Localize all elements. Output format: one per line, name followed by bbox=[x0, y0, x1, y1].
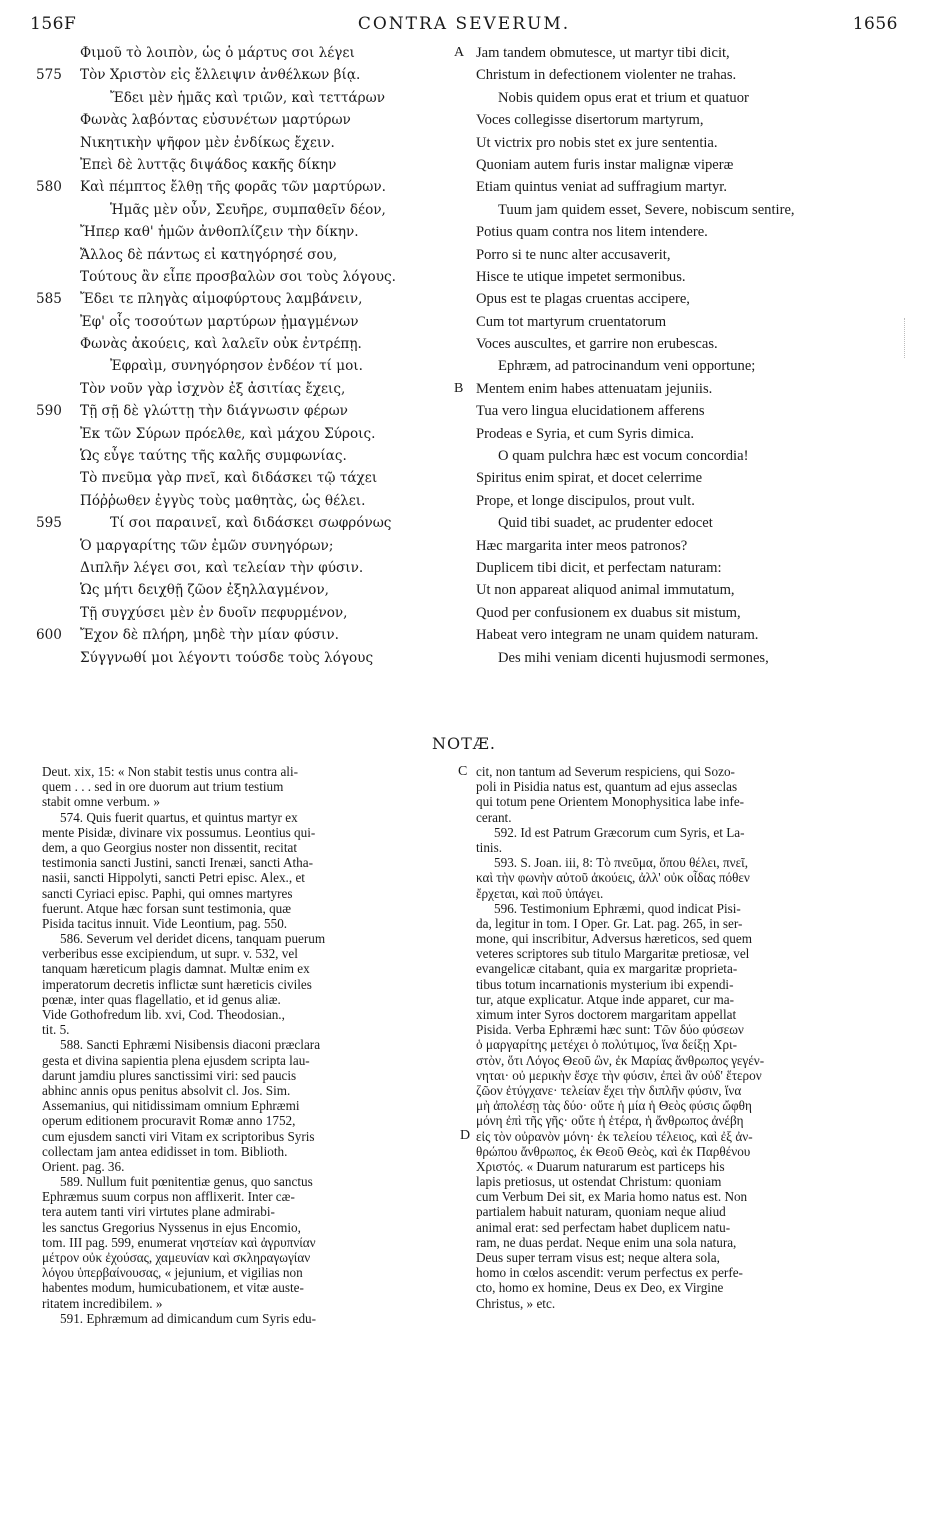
greek-verse-line bbox=[36, 154, 456, 176]
latin-verse-text: Hæc margarita inter meos patronos? bbox=[476, 537, 688, 554]
greek-verse-line bbox=[36, 244, 456, 266]
greek-verse-column bbox=[36, 42, 456, 669]
latin-verse-line bbox=[470, 535, 890, 557]
note-text: 588. Sancti Ephræmi Nisibensis diaconi præclara bbox=[60, 1037, 321, 1053]
note-line bbox=[476, 1083, 884, 1098]
latin-verse-line bbox=[470, 109, 890, 131]
latin-verse-line bbox=[470, 355, 890, 377]
note-text: quem . . . sed in ore duorum aut trium testium bbox=[42, 779, 284, 795]
note-text: Χριστός. « Duarum naturarum est particeps his bbox=[476, 1158, 725, 1174]
greek-verse-text: Τῇ σῇ δὲ γλώττῃ τὴν διάγνωσιν φέρων bbox=[80, 403, 348, 420]
latin-verse-line bbox=[470, 132, 890, 154]
note-line bbox=[42, 1311, 450, 1326]
note-text: cerant. bbox=[476, 809, 512, 825]
note-line bbox=[476, 810, 884, 825]
greek-verse-text: Φωνὰς λαβόντας εὐσυνέτων μαρτύρων bbox=[80, 112, 351, 129]
note-text: Ephræmus suum corpus non afflixerit. Inter cæ- bbox=[42, 1189, 295, 1205]
note-text: ram, ne duas perdat. Neque enim una sola natura, bbox=[476, 1234, 737, 1250]
note-line bbox=[42, 1265, 450, 1280]
latin-verse-text: Ut victrix pro nobis stet ex jure sententia. bbox=[476, 134, 718, 151]
note-text: θρώπου ἄνθρωπος, ἐκ Θεοῦ Θεὸς, καὶ ἐκ Παρθένου bbox=[476, 1143, 751, 1159]
notes-right-column bbox=[476, 764, 884, 1311]
margin-letter: B bbox=[454, 380, 464, 396]
greek-verse-line bbox=[36, 221, 456, 243]
note-line bbox=[476, 870, 884, 885]
note-text: ὁ μαργαρίτης μετέχει ὁ πολύτιμος, ἵνα δείξῃ Χρι- bbox=[476, 1037, 738, 1053]
note-line bbox=[476, 1037, 884, 1052]
greek-verse-text: Τῇ συγχύσει μὲν ἐν δυοῖν πεφυρμένον, bbox=[80, 604, 348, 621]
note-line bbox=[42, 764, 450, 779]
note-line bbox=[476, 779, 884, 794]
note-line bbox=[42, 1144, 450, 1159]
note-line bbox=[42, 1204, 450, 1219]
latin-verse-line bbox=[470, 579, 890, 601]
note-line bbox=[42, 779, 450, 794]
note-line bbox=[42, 1037, 450, 1052]
latin-verse-text: Prope, et longe discipulos, prout vult. bbox=[476, 492, 695, 509]
note-line bbox=[42, 961, 450, 976]
note-text: μέτρον οὐκ ἐχούσας, χαμευνίαν καὶ σκληραγωγίαν bbox=[42, 1250, 311, 1265]
greek-verse-line bbox=[36, 624, 456, 646]
note-text: μὴ ἀπολέσῃ τὰς δύο· οὔτε ἡ μία ἡ Θεὸς φύσις ὤφθη bbox=[476, 1098, 752, 1114]
note-text: dem, a quo Georgius noster non dissentit, recitat bbox=[42, 839, 298, 855]
note-line bbox=[42, 855, 450, 870]
note-text: tibus totum incarnationis mysterium ibi expendi- bbox=[476, 976, 734, 992]
note-line bbox=[476, 840, 884, 855]
note-line bbox=[42, 1053, 450, 1068]
latin-verse-text: Cum tot martyrum cruentatorum bbox=[476, 313, 667, 330]
latin-verse-text: Des mihi veniam dicenti hujusmodi sermones, bbox=[498, 649, 769, 666]
latin-verse-text: Quoniam autem furis instar malignæ viperæ bbox=[476, 156, 734, 173]
note-line bbox=[476, 992, 884, 1007]
margin-letter-d: D bbox=[460, 1128, 471, 1143]
greek-verse-line bbox=[36, 602, 456, 624]
note-text: cum Verbum Dei sit, ex Maria homo natus est. Non bbox=[476, 1189, 748, 1205]
note-text: Pisida tacitus innuit. Vide Leontium, pag. 550. bbox=[42, 915, 288, 931]
latin-verse-line bbox=[470, 64, 890, 86]
note-text: ζῶον ἐτύγχανε· τελείαν ἔχει τὴν διπλῆν φύσιν, ἵνα bbox=[476, 1082, 742, 1098]
note-text: 596. Testimonium Ephræmi, quod indicat Pisi- bbox=[494, 900, 741, 916]
latin-verse-text: Nobis quidem opus erat et trium et quatuor bbox=[498, 89, 749, 106]
note-text: Deut. xix, 15: « Non stabit testis unus contra ali- bbox=[42, 764, 299, 779]
note-text: darunt jamdiu plures sanctissimi viri: sed paucis bbox=[42, 1067, 297, 1083]
greek-verse-text: Ἔχον δὲ πλήρη, μηδὲ τὴν μίαν φύσιν. bbox=[80, 627, 339, 644]
note-text: λόγου ὑπερβαίνουσας, « jejunium, et vigilias non bbox=[42, 1265, 303, 1281]
note-text: tit. 5. bbox=[42, 1022, 70, 1038]
note-line bbox=[42, 901, 450, 916]
note-line bbox=[42, 870, 450, 885]
note-line bbox=[476, 916, 884, 931]
latin-verse-text: O quam pulchra hæc est vocum concordia! bbox=[498, 448, 749, 465]
note-line bbox=[476, 1113, 884, 1128]
greek-verse-line bbox=[36, 42, 456, 64]
greek-verse-line bbox=[36, 266, 456, 288]
note-text: sancti Cyriaci episc. Paphi, qui omnes martyres bbox=[42, 885, 293, 901]
greek-verse-line bbox=[36, 176, 456, 198]
note-text: cum ejusdem sancti viri Vitam ex scriptoribus Syris bbox=[42, 1128, 315, 1144]
note-line bbox=[476, 931, 884, 946]
note-text: 591. Ephræmum ad dimicandum cum Syris edu- bbox=[60, 1310, 317, 1326]
verse-number: 595 bbox=[36, 515, 62, 532]
note-text: mone, qui inscribitur, Adversus hæreticos, sed quem bbox=[476, 931, 753, 947]
note-text: Deus super terram visus est; neque altera sola, bbox=[476, 1250, 720, 1265]
latin-verse-text: Ephræm, ad patrocinandum veni opportune; bbox=[498, 358, 756, 375]
note-line bbox=[42, 1280, 450, 1295]
latin-verse-line bbox=[470, 87, 890, 109]
note-line bbox=[42, 1068, 450, 1083]
latin-verse-text: Quod per confusionem ex duabus sit mistum, bbox=[476, 604, 741, 621]
note-line bbox=[476, 1204, 884, 1219]
latin-verse-line bbox=[470, 602, 890, 624]
note-text: ximum inter Syros doctorem margaritam appellat bbox=[476, 1007, 737, 1022]
greek-verse-text: Τί σοι παραινεῖ, καὶ διδάσκει σωφρόνως bbox=[110, 515, 392, 532]
greek-verse-text: Ἤπερ καθ' ἡμῶν ἀνθοπλίζειν τὴν δίκην. bbox=[80, 224, 359, 241]
greek-verse-line bbox=[36, 557, 456, 579]
note-text: cit, non tantum ad Severum respiciens, qui Sozo- bbox=[476, 764, 735, 779]
note-line bbox=[42, 1098, 450, 1113]
note-text: ἔρχεται, καὶ ποῦ ὑπάγει. bbox=[476, 885, 604, 901]
greek-verse-text: Ὁ μαργαρίτης τῶν ἐμῶν συνηγόρων; bbox=[80, 537, 334, 554]
latin-verse-line bbox=[470, 445, 890, 467]
greek-verse-line bbox=[36, 512, 456, 534]
column-number-right: 1656 bbox=[852, 14, 898, 34]
note-line bbox=[42, 886, 450, 901]
greek-verse-line bbox=[36, 199, 456, 221]
greek-verse-text: Φωνὰς ἀκούεις, καὶ λαλεῖν οὐκ ἐντρέπῃ. bbox=[80, 336, 362, 353]
greek-verse-text: Τὸν νοῦν γὰρ ἰσχνὸν ἐξ ἀσιτίας ἔχεις, bbox=[80, 380, 346, 397]
latin-verse-text: Duplicem tibi dicit, et perfectam naturam: bbox=[476, 559, 722, 576]
note-line bbox=[476, 1296, 884, 1311]
latin-verse-text: Potius quam contra nos litem intendere. bbox=[476, 224, 708, 241]
note-text: εἰς τὸν οὐρανὸν μόνη· ἐκ τελείου τέλειος, καὶ ἐξ ἀν- bbox=[476, 1128, 753, 1144]
note-text: 593. S. Joan. iii, 8: Τὸ πνεῦμα, ὅπου θέλει, πνεῖ, bbox=[494, 855, 749, 871]
note-text: mente Pisidæ, divinare vix possumus. Leontius qui- bbox=[42, 824, 316, 840]
note-text: stabit omne verbum. » bbox=[42, 794, 160, 810]
note-line bbox=[42, 1174, 450, 1189]
note-text: evangelicæ citabant, quia ex margaritæ proprieta- bbox=[476, 961, 738, 977]
greek-verse-text: Καὶ πέμπτος ἔλθῃ τῆς φορᾶς τῶν μαρτύρων. bbox=[80, 179, 386, 196]
latin-verse-text: Etiam quintus veniat ad suffragium martyr. bbox=[476, 179, 728, 196]
latin-verse-line bbox=[454, 42, 890, 64]
note-text: ritatem incredibilem. » bbox=[42, 1295, 163, 1311]
latin-verse-line bbox=[470, 512, 890, 534]
note-text: partialem habuit naturam, quoniam neque aliud bbox=[476, 1204, 726, 1220]
note-text: verberibus esse excipiendum, ut supr. v. 532, vel bbox=[42, 946, 298, 962]
greek-verse-line bbox=[36, 87, 456, 109]
verse-number: 580 bbox=[36, 179, 62, 196]
latin-verse-text: Voces auscultes, et garrire non erubescas. bbox=[476, 336, 718, 353]
latin-verse-line bbox=[470, 199, 890, 221]
greek-verse-line bbox=[36, 467, 456, 489]
note-line bbox=[476, 825, 884, 840]
greek-verse-text: Σύγγνωθί μοι λέγοντι τούσδε τοὺς λόγους bbox=[80, 649, 374, 666]
note-line bbox=[476, 1098, 884, 1113]
latin-verse-line bbox=[470, 176, 890, 198]
greek-verse-text: Ὡς εὖγε ταύτης τῆς καλῆς συμφωνίας. bbox=[80, 448, 347, 465]
note-line bbox=[476, 1022, 884, 1037]
verse-number: 575 bbox=[36, 67, 62, 84]
latin-verse-line bbox=[470, 221, 890, 243]
scan-artifact bbox=[904, 318, 906, 358]
greek-verse-text: Ἐφ' οἷς τοσούτων μαρτύρων ᾐμαγμένων bbox=[80, 313, 359, 330]
note-line bbox=[476, 901, 884, 916]
note-text: collectam jam antea edidisset in tom. Biblioth. bbox=[42, 1143, 288, 1159]
latin-verse-line bbox=[470, 333, 890, 355]
greek-verse-text: Ὡς μήτι δειχθῇ ζῶον ἐξηλλαγμένον, bbox=[80, 582, 329, 599]
latin-verse-text: Quid tibi suadet, ac prudenter edocet bbox=[498, 515, 713, 532]
column-number-left: 156F bbox=[30, 14, 77, 34]
latin-verse-line bbox=[470, 244, 890, 266]
note-text: tom. III pag. 599, enumerat νηστείαν καὶ ἀγρυπνίαν bbox=[42, 1234, 316, 1250]
latin-verse-line bbox=[470, 557, 890, 579]
note-text: tinis. bbox=[476, 839, 503, 855]
note-line bbox=[42, 840, 450, 855]
note-line bbox=[42, 825, 450, 840]
verse-number: 585 bbox=[36, 291, 62, 308]
note-text: homo in cœlos ascendit: verum perfectus ex perfe- bbox=[476, 1265, 743, 1281]
note-line bbox=[42, 1235, 450, 1250]
latin-verse-text: Christum in defectionem violenter ne trahas. bbox=[476, 67, 737, 84]
note-line bbox=[476, 1068, 884, 1083]
note-text: tera autem tanti viri virtutes plane admirabi- bbox=[42, 1204, 275, 1220]
note-text: μόνη ἐπὶ τῆς γῆς· οὔτε ἡ ἑτέρα, ἡ ἄνθρωπος ἀνέβη bbox=[476, 1113, 744, 1129]
note-line bbox=[42, 946, 450, 961]
greek-verse-line bbox=[36, 490, 456, 512]
greek-verse-text: Τούτους ἂν εἶπε προσβαλὼν σοι τοὺς λόγους. bbox=[80, 268, 396, 285]
greek-verse-text: Ἐφραὶμ, συνηγόρησον ἐνδέον τί μοι. bbox=[110, 358, 363, 375]
note-text: poli in Pisidia natus est, quantum ad ejus asseclas bbox=[476, 779, 738, 795]
note-text: Pisida. Verba Ephræmi hæc sunt: Τῶν δύο φύσεων bbox=[476, 1022, 744, 1038]
latin-verse-line bbox=[470, 266, 890, 288]
note-text: testimonia sancti Justini, sancti Irenæi, sancti Atha- bbox=[42, 855, 314, 871]
latin-verse-line bbox=[470, 647, 890, 669]
note-line bbox=[476, 961, 884, 976]
note-line bbox=[476, 1220, 884, 1235]
note-text: operum editionem procuravit Romæ anno 1752, bbox=[42, 1113, 296, 1129]
greek-verse-text: Πόῤῥωθεν ἐγγὺς τοὺς μαθητὰς, ὡς θέλει. bbox=[80, 492, 366, 509]
note-line bbox=[42, 1007, 450, 1022]
latin-verse-text: Ut non appareat aliquod animal immutatum, bbox=[476, 582, 735, 599]
note-text: da, legitur in tom. I Oper. Gr. Lat. pag. 265, in ser- bbox=[476, 915, 743, 931]
note-line bbox=[42, 810, 450, 825]
latin-verse-line bbox=[470, 400, 890, 422]
note-line bbox=[42, 1296, 450, 1311]
latin-verse-line bbox=[470, 288, 890, 310]
greek-verse-text: Ἔδει μὲν ἡμᾶς καὶ τριῶν, καὶ τεττάρων bbox=[110, 89, 386, 106]
note-line bbox=[42, 1189, 450, 1204]
greek-verse-text: Ἡμᾶς μὲν οὖν, Σευῆρε, συμπαθεῖν δέον, bbox=[110, 201, 386, 218]
note-line bbox=[476, 977, 884, 992]
note-line bbox=[42, 794, 450, 809]
note-text: νηται· οὐ μερικὴν ἔσχε τὴν φύσιν, ἐπεὶ ἂν οὐδ' ἕτερον bbox=[476, 1067, 762, 1083]
latin-verse-text: Hisce te utique impetet sermonibus. bbox=[476, 268, 686, 285]
note-line bbox=[476, 886, 884, 901]
running-header bbox=[30, 14, 898, 40]
note-line bbox=[476, 1129, 884, 1144]
note-text: animal erat: sed perfectam habet duplicem natu- bbox=[476, 1219, 731, 1235]
note-line bbox=[476, 946, 884, 961]
note-line bbox=[476, 1250, 884, 1265]
latin-verse-line bbox=[470, 311, 890, 333]
margin-letter-c: C bbox=[458, 764, 468, 779]
note-line bbox=[42, 1159, 450, 1174]
greek-verse-text: Τὸ πνεῦμα γὰρ πνεῖ, καὶ διδάσκει τῷ τάχει bbox=[80, 470, 378, 487]
notes-left-column bbox=[42, 764, 450, 1326]
greek-verse-line bbox=[36, 535, 456, 557]
note-text: Assemanius, qui nitidissimam omnium Ephræmi bbox=[42, 1098, 300, 1114]
greek-verse-text: Φιμοῦ τὸ λοιπὸν, ὡς ὁ μάρτυς σοι λέγει bbox=[80, 45, 355, 61]
note-line bbox=[42, 1113, 450, 1128]
latin-translation-column bbox=[454, 42, 890, 669]
note-text: gesta et divina sapientia plena ejusdem scripta lau- bbox=[42, 1052, 310, 1068]
note-text: nasii, sancti Hippolyti, sancti Petri episc. Alex., et bbox=[42, 870, 305, 886]
latin-verse-text: Spiritus enim spirat, et docet celerrime bbox=[476, 470, 703, 487]
greek-verse-line bbox=[36, 378, 456, 400]
latin-verse-text: Mentem enim habes attenuatam jejuniis. bbox=[476, 380, 713, 397]
note-text: καὶ τὴν φωνὴν αὐτοῦ ἀκούεις, ἀλλ' οὐκ οἶδας πόθεν bbox=[476, 870, 750, 886]
greek-verse-line bbox=[36, 400, 456, 422]
note-line bbox=[476, 1007, 884, 1022]
greek-verse-line bbox=[36, 355, 456, 377]
note-line bbox=[42, 1129, 450, 1144]
greek-verse-line bbox=[36, 423, 456, 445]
greek-verse-text: Νικητικὴν ψῆφον μὲν ἐνδίκως ἔχειν. bbox=[80, 134, 335, 151]
greek-verse-text: Διπλῆν λέγει σοι, καὶ τελείαν τὴν φύσιν. bbox=[80, 559, 364, 576]
greek-verse-line bbox=[36, 64, 456, 86]
note-line bbox=[476, 1265, 884, 1280]
verse-number: 590 bbox=[36, 403, 62, 420]
greek-verse-line bbox=[36, 647, 456, 669]
greek-verse-line bbox=[36, 311, 456, 333]
latin-verse-line bbox=[454, 378, 890, 400]
greek-verse-text: Τὸν Χριστὸν εἰς ἔλλειψιν ἀνθέλκων βίᾳ. bbox=[80, 67, 361, 84]
latin-verse-line bbox=[470, 423, 890, 445]
note-line bbox=[42, 977, 450, 992]
note-text: qui totum pene Orientem Monophysitica labe infe- bbox=[476, 794, 745, 810]
note-text: les sanctus Gregorius Nyssenus in ejus Encomio, bbox=[42, 1219, 301, 1235]
note-text: tanquam hæreticum plagis damnat. Multæ enim ex bbox=[42, 961, 310, 977]
latin-verse-text: Prodeas e Syria, et cum Syris dimica. bbox=[476, 425, 695, 442]
note-line bbox=[476, 1174, 884, 1189]
note-text: veteres scriptores sub titulo Margaritæ pretiosæ, vel bbox=[476, 946, 750, 962]
latin-verse-line bbox=[470, 624, 890, 646]
note-text: imperatorum decretis inflictæ sunt hæreticis civiles bbox=[42, 976, 312, 992]
note-line bbox=[476, 1053, 884, 1068]
greek-verse-text: Ἐκ τῶν Σύρων πρόελθε, καὶ μάχου Σύροις. bbox=[80, 425, 376, 442]
latin-verse-text: Voces collegisse disertorum martyrum, bbox=[476, 112, 704, 129]
greek-verse-line bbox=[36, 579, 456, 601]
greek-verse-text: Ἐπεὶ δὲ λυττᾷς διψάδος κακῆς δίκην bbox=[80, 156, 337, 173]
note-text: habentes modum, humicubationem, et vitæ auste- bbox=[42, 1280, 304, 1296]
note-text: 589. Nullum fuit pœnitentiæ genus, quo sanctus bbox=[60, 1174, 313, 1190]
latin-verse-text: Jam tandem obmutesce, ut martyr tibi dicit, bbox=[476, 45, 730, 61]
latin-verse-text: Opus est te plagas cruentas accipere, bbox=[476, 291, 690, 308]
greek-verse-text: Ἄλλος δὲ πάντως εἰ κατηγόρησέ σου, bbox=[80, 246, 338, 263]
greek-verse-line bbox=[36, 109, 456, 131]
note-line bbox=[476, 1280, 884, 1295]
note-line bbox=[42, 1022, 450, 1037]
latin-verse-text: Habeat vero integram ne unam quidem naturam. bbox=[476, 627, 759, 644]
note-line bbox=[476, 1235, 884, 1250]
note-text: tur, atque explicatur. Atque inde apparet, cur ma- bbox=[476, 991, 734, 1007]
greek-verse-text: Ἔδει τε πληγὰς αἱμοφύρτους λαμβάνειν, bbox=[80, 291, 363, 308]
note-text: Vide Gothofredum lib. xvi, Cod. Theodosian., bbox=[42, 1007, 285, 1022]
note-text: lapis pretiosus, ut ostendat Christum: quoniam bbox=[476, 1174, 722, 1190]
latin-verse-line bbox=[470, 467, 890, 489]
note-line bbox=[476, 1144, 884, 1159]
note-line bbox=[476, 764, 884, 779]
latin-verse-text: Tuum jam quidem esset, Severe, nobiscum sentire, bbox=[498, 201, 795, 218]
latin-verse-text: Tua vero lingua elucidationem afferens bbox=[476, 403, 705, 420]
note-line bbox=[42, 992, 450, 1007]
note-line bbox=[476, 1189, 884, 1204]
note-text: cto, homo ex homine, Deus ex Deo, ex Virgine bbox=[476, 1280, 724, 1296]
note-line bbox=[42, 1250, 450, 1265]
latin-verse-line bbox=[470, 154, 890, 176]
greek-verse-line bbox=[36, 132, 456, 154]
latin-verse-text: Porro si te nunc alter accusaverit, bbox=[476, 246, 671, 263]
note-line bbox=[476, 794, 884, 809]
note-line bbox=[476, 1159, 884, 1174]
running-title: CONTRA SEVERUM. bbox=[357, 14, 571, 34]
note-text: 574. Quis fuerit quartus, et quintus martyr ex bbox=[60, 809, 298, 825]
note-text: pœnæ, inter quas flagellatio, et id genus aliæ. bbox=[42, 991, 281, 1007]
greek-verse-line bbox=[36, 445, 456, 467]
note-text: abhinc annis opus penitus absolvit cl. Jos. Sim. bbox=[42, 1082, 291, 1098]
note-line bbox=[42, 1083, 450, 1098]
note-text: Christus, » etc. bbox=[476, 1295, 556, 1311]
note-text: Orient. pag. 36. bbox=[42, 1158, 125, 1174]
latin-verse-line bbox=[470, 490, 890, 512]
margin-letter: A bbox=[454, 45, 465, 60]
greek-verse-line bbox=[36, 333, 456, 355]
note-text: 592. Id est Patrum Græcorum cum Syris, et La- bbox=[494, 824, 745, 840]
verse-number: 600 bbox=[36, 627, 62, 644]
note-line bbox=[42, 931, 450, 946]
note-text: 586. Severum vel deridet dicens, tanquam puerum bbox=[60, 931, 326, 947]
greek-verse-line bbox=[36, 288, 456, 310]
note-line bbox=[42, 1220, 450, 1235]
note-text: στὸν, ὅτι Λόγος Θεοῦ ὢν, ἐκ Μαρίας ἄνθρωπος γεγέν- bbox=[476, 1052, 765, 1068]
note-line bbox=[42, 916, 450, 931]
note-line bbox=[476, 855, 884, 870]
notes-heading: NOTÆ. bbox=[432, 734, 496, 753]
note-text: fuerunt. Atque hæc forsan sunt testimonia, quæ bbox=[42, 900, 292, 916]
